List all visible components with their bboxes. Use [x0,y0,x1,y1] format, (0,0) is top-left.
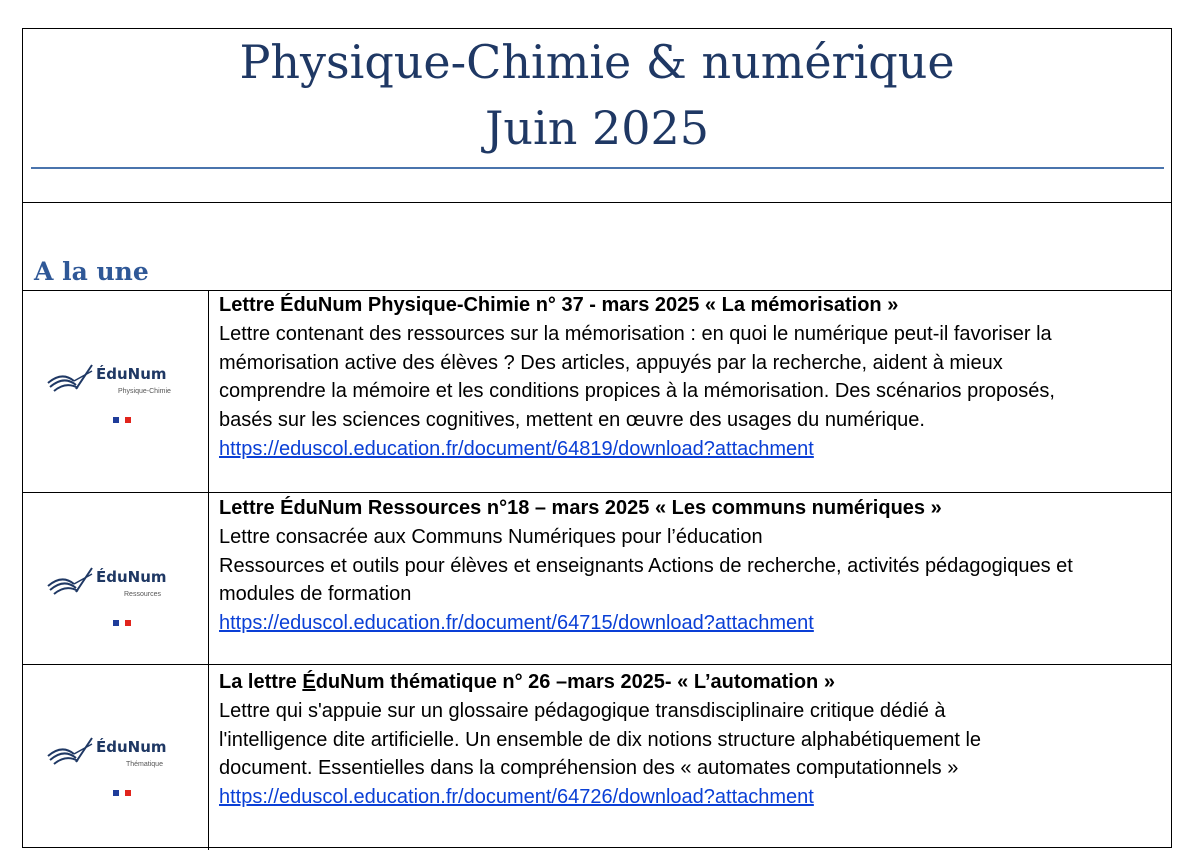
entry-title: Lettre ÉduNum Physique-Chimie n° 37 - mars 2025 « La mémorisation » [219,294,899,316]
logo-brand: ÉduNum [96,738,167,756]
entry-text-line: mémorisation active des élèves ? Des articles, appuyés par la recherche, aident à mieux [219,351,1003,374]
book-icon [46,363,98,395]
french-flag-icon [113,620,131,626]
list-item [219,291,1159,464]
table-divider [22,202,1172,203]
edunum-logo [46,558,196,638]
title-rule [31,167,1164,169]
entry-text-line: Ressources et outils pour élèves et enseignants Actions de recherche, activités pédagogiques et [219,554,1073,577]
entry-title-underlined: É [302,671,316,693]
logo-brand: ÉduNum [96,568,167,586]
column-divider [208,290,209,850]
french-flag-icon [113,417,131,423]
entry-text-line: basés sur les sciences cognitives, mettent en œuvre des usages du numérique. [219,409,925,432]
entry-text-line: comprendre la mémoire et les conditions propices à la mémorisation. Des scénarios proposés, [219,380,1055,403]
entry-title-rest: duNum thématique n° 26 –mars 2025- « L’automation » [315,671,835,693]
table-divider [22,492,1172,493]
entry-link[interactable]: https://eduscol.education.fr/document/64726/download?attachment [219,786,814,809]
list-item [219,668,1159,812]
entry-text-line: Lettre contenant des ressources sur la mémorisation : en quoi le numérique peut-il favoriser la [219,322,1052,345]
entry-title: Lettre ÉduNum Ressources n°18 – mars 2025 « Les communs numériques » [219,497,942,519]
book-icon [46,736,98,768]
edunum-logo [46,728,196,808]
logo-subtitle: Thématique [126,761,163,768]
page-title: Physique-Chimie & numérique [239,35,955,89]
entry-text-line: l'intelligence dite artificielle. Un ensemble de dix notions structure alphabétiquement le [219,728,982,751]
entry-text-line: modules de formation [219,583,412,606]
entry-text-line: document. Essentielles dans la compréhension des « automates computationnels » [219,757,959,780]
section-heading: A la une [34,257,149,286]
logo-subtitle: Physique-Chimie [118,388,171,395]
logo-subtitle: Ressources [124,591,161,598]
entry-title [219,668,1159,697]
edunum-logo [46,355,196,435]
entry-title-prefix: La lettre [219,671,303,693]
entry-text-line: Lettre consacrée aux Communs Numériques pour l’éducation [219,525,763,548]
logo-brand: ÉduNum [96,365,167,383]
entry-link[interactable]: https://eduscol.education.fr/document/64715/download?attachment [219,612,814,635]
french-flag-icon [113,790,131,796]
book-icon [46,566,98,598]
table-divider [22,664,1172,665]
list-item [219,494,1159,638]
entry-link[interactable]: https://eduscol.education.fr/document/64819/download?attachment [219,437,814,460]
entry-text-line: Lettre qui s'appuie sur un glossaire pédagogique transdisciplinaire critique dédié à [219,699,946,722]
page-date: Juin 2025 [484,101,710,155]
